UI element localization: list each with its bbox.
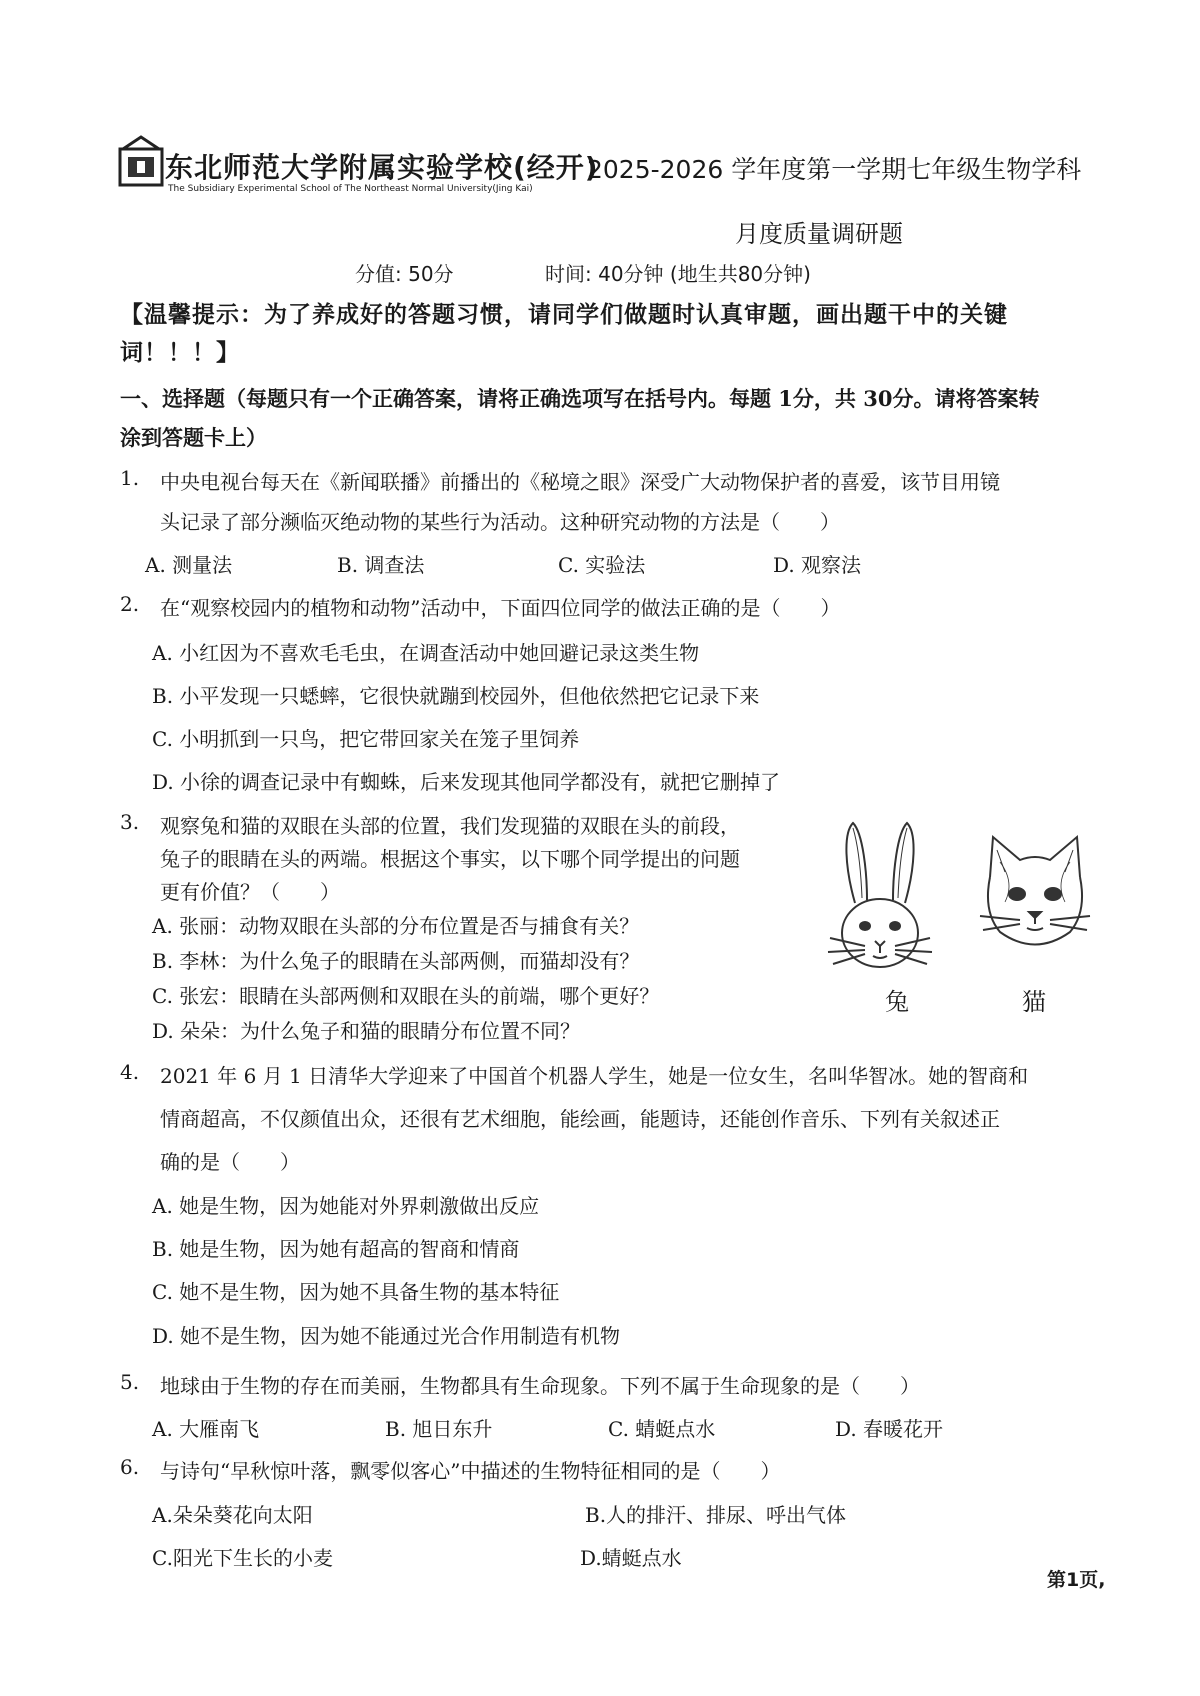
option-c: C.阳光下生长的小麦 <box>152 1546 333 1570</box>
option-a: A. 小红因为不喜欢毛毛虫，在调查活动中她回避记录这类生物 <box>152 641 700 665</box>
question-number: 5. <box>120 1370 140 1394</box>
tip-line: 词！！！】 <box>120 339 240 366</box>
option-d: D. 小徐的调查记录中有蜘蛛，后来发现其他同学都没有，就把它删掉了 <box>152 770 781 794</box>
rabbit-label: 兔 <box>885 988 909 1016</box>
question-text: 与诗句“早秋惊叶落，飘零似客心”中描述的生物特征相同的是（ ） <box>160 1459 781 1483</box>
school-name-english: The Subsidiary Experimental School of The Northeast Normal University(Jing Kai) <box>168 184 533 194</box>
option-b: B.人的排汗、排尿、呼出气体 <box>585 1503 847 1527</box>
option-d: D. 观察法 <box>773 553 862 577</box>
option-b: B. 李林：为什么兔子的眼睛在头部两侧，而猫却没有？ <box>152 949 640 973</box>
question-text: 观察兔和猫的双眼在头部的位置，我们发现猫的双眼在头的前段， <box>160 814 740 838</box>
option-d: D. 她不是生物，因为她不能通过光合作用制造有机物 <box>152 1324 621 1348</box>
question-text: 兔子的眼睛在头的两端。根据这个事实，以下哪个同学提出的问题 <box>160 847 740 871</box>
question-number: 3. <box>120 810 140 834</box>
question-text: 中央电视台每天在《新闻联播》前播出的《秘境之眼》深受广大动物保护者的喜爱，该节目用镜 <box>160 470 1000 494</box>
time-info: 时间: 40分钟 (地生共80分钟) <box>545 262 811 286</box>
option-d: D. 朵朵：为什么兔子和猫的眼睛分布位置不同？ <box>152 1019 581 1043</box>
question-text: 头记录了部分濒临灭绝动物的某些行为活动。这种研究动物的方法是（ ） <box>160 510 840 534</box>
question-text: 确的是（ ） <box>160 1150 300 1174</box>
school-name: 东北师范大学附属实验学校(经开) <box>165 151 599 184</box>
option-a: A. 张丽：动物双眼在头部的分布位置是否与捕食有关？ <box>152 914 640 938</box>
question-number: 4. <box>120 1060 140 1084</box>
score-info: 分值: 50分 <box>355 262 454 286</box>
option-c: C. 小明抓到一只鸟，把它带回家关在笼子里饲养 <box>152 727 580 751</box>
option-b: B. 旭日东升 <box>385 1417 493 1441</box>
option-a: A. 测量法 <box>145 553 233 577</box>
page-number: 第1页, <box>1047 1569 1106 1591</box>
option-a: A.朵朵葵花向太阳 <box>152 1503 313 1527</box>
option-c: C. 张宏：眼睛在头部两侧和双眼在头的前端，哪个更好？ <box>152 984 660 1008</box>
option-c: C. 蜻蜓点水 <box>608 1417 716 1441</box>
option-a: A. 大雁南飞 <box>152 1417 260 1441</box>
question-text: 地球由于生物的存在而美丽，生物都具有生命现象。下列不属于生命现象的是（ ） <box>160 1374 920 1398</box>
option-d: D.蜻蜓点水 <box>580 1546 682 1570</box>
option-c: C. 她不是生物，因为她不具备生物的基本特征 <box>152 1280 560 1304</box>
question-number: 1. <box>120 466 140 490</box>
option-d: D. 春暖花开 <box>835 1417 944 1441</box>
rabbit-illustration <box>825 818 935 973</box>
question-text: 2021 年 6 月 1 日清华大学迎来了中国首个机器人学生，她是一位女生，名叫华智冰。她的智商和 <box>160 1064 1029 1088</box>
section-heading: 涂到答题卡上） <box>120 425 267 450</box>
exam-subtitle: 月度质量调研题 <box>735 220 903 248</box>
option-b: B. 调查法 <box>337 553 425 577</box>
option-a: A. 她是生物，因为她能对外界刺激做出反应 <box>152 1194 540 1218</box>
cat-label: 猫 <box>1022 988 1046 1016</box>
option-b: B. 她是生物，因为她有超高的智商和情商 <box>152 1237 520 1261</box>
exam-title: 2025-2026 学年度第一学期七年级生物学科 <box>587 155 1082 184</box>
option-c: C. 实验法 <box>558 553 646 577</box>
question-number: 2. <box>120 592 140 616</box>
question-text: 情商超高，不仅颜值出众，还很有艺术细胞，能绘画，能题诗，还能创作音乐、下列有关叙述正 <box>160 1107 1000 1131</box>
option-b: B. 小平发现一只蟋蟀，它很快就蹦到校园外，但他依然把它记录下来 <box>152 684 760 708</box>
section-heading: 一、选择题（每题只有一个正确答案，请将正确选项写在括号内。每题 1分，共 30分。请将答案转 <box>120 386 1040 411</box>
cat-illustration <box>975 832 1095 957</box>
tip-line: 【温馨提示：为了养成好的答题习惯，请同学们做题时认真审题，画出题干中的关键 <box>120 301 1008 328</box>
question-text: 在“观察校园内的植物和动物”活动中，下面四位同学的做法正确的是（ ） <box>160 596 841 620</box>
question-number: 6. <box>120 1455 140 1479</box>
school-logo <box>117 135 165 189</box>
question-text: 更有价值？（ ） <box>160 880 340 904</box>
